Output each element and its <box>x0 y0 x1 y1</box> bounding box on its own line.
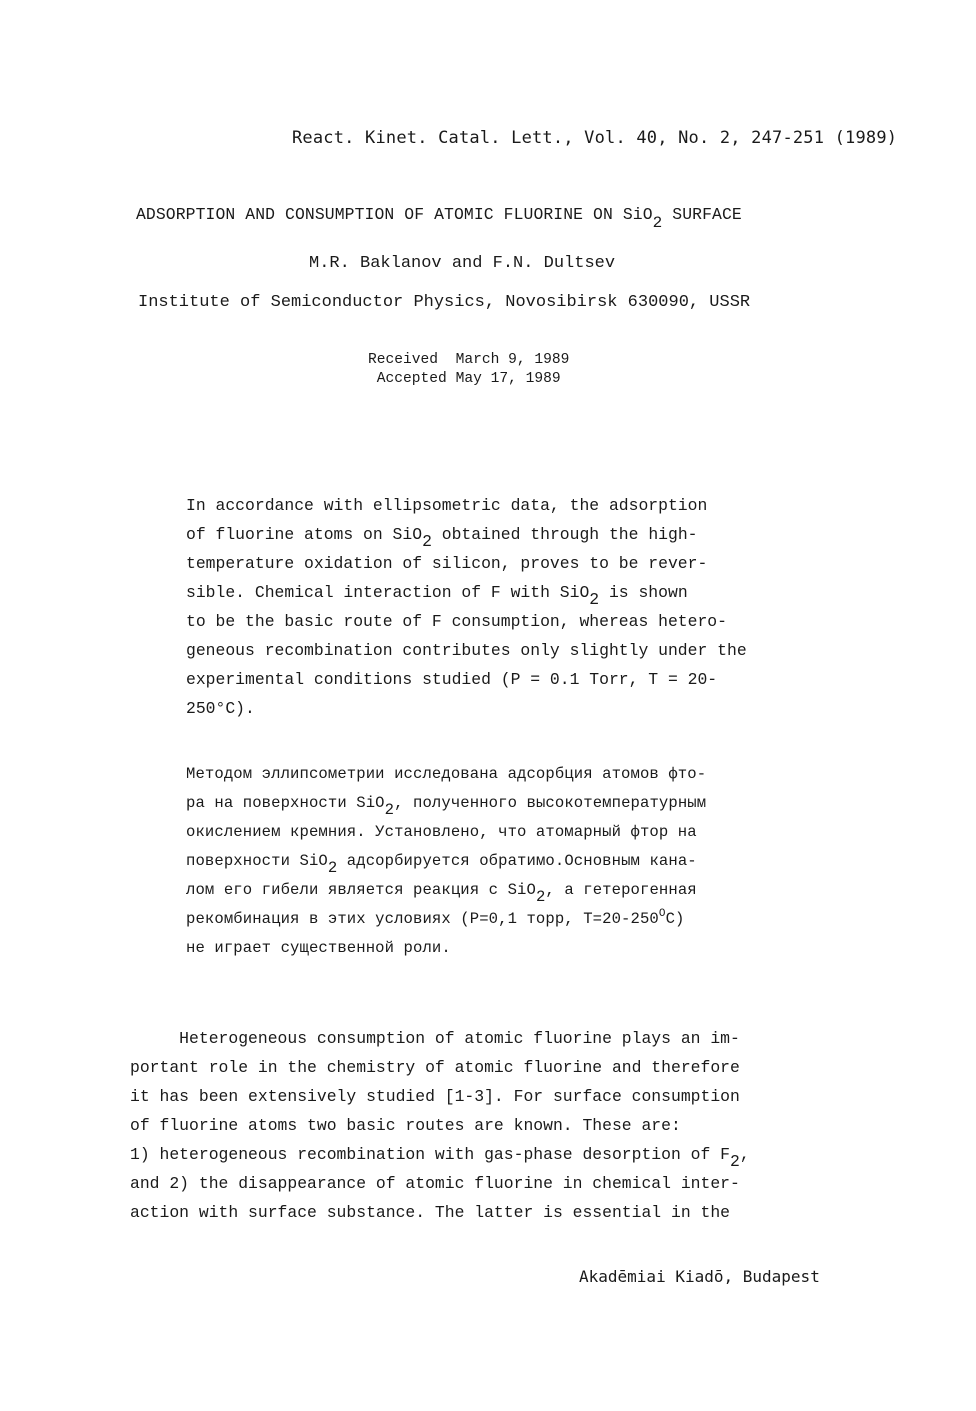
dates-block <box>368 351 569 389</box>
line-text-after: is shown <box>599 583 688 602</box>
subscript: 2 <box>730 1152 740 1171</box>
body-line <box>130 1201 860 1230</box>
body-text <box>130 1027 860 1230</box>
line-text: of fluorine atoms on SiO <box>186 525 423 544</box>
subscript: 2 <box>384 801 395 819</box>
abstract-ru-line <box>186 908 866 937</box>
line-text: лом его гибели является реакция с SiO <box>186 881 536 899</box>
body-line <box>130 1172 860 1201</box>
article-title <box>136 205 846 232</box>
body-line <box>130 1143 860 1172</box>
subscript: 2 <box>422 532 432 551</box>
body-line <box>130 1056 860 1085</box>
line-text: portant role in the chemistry of atomic fluorine and therefore <box>130 1058 740 1077</box>
line-text: 1) heterogeneous recombination with gas-phase desorption of F <box>130 1145 730 1164</box>
line-text: sible. Chemical interaction of F with SiO <box>186 583 590 602</box>
abstract-ru-line <box>186 763 866 792</box>
abstract-english <box>186 494 866 726</box>
abstract-en-line <box>186 523 866 552</box>
abstract-en-line <box>186 494 866 523</box>
body-line <box>130 1085 860 1114</box>
journal-reference: React. Kinet. Catal. Lett., Vol. 40, No. 2, 247-251 (1989) <box>292 128 898 148</box>
subscript: 2 <box>589 590 600 609</box>
received-date: Received March 9, 1989 <box>368 352 570 368</box>
line-text: In accordance with ellipsometric data, the adsorption <box>186 496 708 515</box>
abstract-ru-line <box>186 821 866 850</box>
line-text: окислением кремния. Установлено, что атомарный фтор на <box>186 823 697 841</box>
abstract-en-line <box>186 581 866 610</box>
subscript: 2 <box>327 859 338 877</box>
subscript: 2 <box>535 888 546 906</box>
abstract-en-line <box>186 552 866 581</box>
line-text-after: адсорбируется обратимо.Основным кана- <box>337 852 697 870</box>
line-text: ра на поверхности SiO <box>186 794 385 812</box>
abstract-ru-line <box>186 879 866 908</box>
body-line <box>130 1027 860 1056</box>
title-text-after: SURFACE <box>662 205 742 224</box>
institute: Institute of Semiconductor Physics, Novosibirsk 630090, USSR <box>138 293 751 312</box>
line-text: не играет существенной роли. <box>186 939 451 957</box>
line-text: рекомбинация в этих условиях (P=0,1 торр, T=20-250 <box>186 910 659 928</box>
abstract-russian <box>186 763 866 966</box>
publisher-footer: Akadēmiai Kiadō, Budapest <box>579 1267 820 1286</box>
line-text-after: , <box>739 1145 750 1164</box>
superscript: O <box>658 908 666 920</box>
abstract-en-line <box>186 639 866 668</box>
authors: M.R. Baklanov and F.N. Dultsev <box>309 254 616 273</box>
line-text: action with surface substance. The latter is essential in the <box>130 1203 730 1222</box>
line-text: Heterogeneous consumption of atomic fluorine plays an im- <box>130 1029 740 1048</box>
line-text: of fluorine atoms two basic routes are known. These are: <box>130 1116 681 1135</box>
line-text-after: , полученного высокотемпературным <box>394 794 707 812</box>
abstract-ru-line <box>186 850 866 879</box>
title-subscript: 2 <box>652 214 663 232</box>
body-line <box>130 1114 860 1143</box>
abstract-en-line <box>186 697 866 726</box>
line-text: geneous recombination contributes only slightly under the <box>186 641 747 660</box>
line-text: поверхности SiO <box>186 852 328 870</box>
line-text-after: , а гетерогенная <box>545 881 697 899</box>
abstract-en-line <box>186 610 866 639</box>
title-text-before: ADSORPTION AND CONSUMPTION OF ATOMIC FLUORINE ON SiO <box>136 205 653 224</box>
accepted-date: Accepted May 17, 1989 <box>368 371 561 387</box>
line-text: 250°C). <box>186 699 255 718</box>
abstract-ru-line <box>186 792 866 821</box>
line-text: and 2) the disappearance of atomic fluorine in chemical inter- <box>130 1174 740 1193</box>
abstract-ru-line <box>186 937 866 966</box>
abstract-en-line <box>186 668 866 697</box>
line-text: Методом эллипсометрии исследована адсорбция атомов фто- <box>186 765 707 783</box>
line-text-after: C) <box>665 910 685 928</box>
line-text: it has been extensively studied [1-3]. For surface consumption <box>130 1087 740 1106</box>
line-text-after: obtained through the high- <box>431 525 698 544</box>
line-text: temperature oxidation of silicon, proves to be rever- <box>186 554 708 573</box>
line-text: experimental conditions studied (P = 0.1 Torr, T = 20- <box>186 670 718 689</box>
line-text: to be the basic route of F consumption, whereas hetero- <box>186 612 727 631</box>
